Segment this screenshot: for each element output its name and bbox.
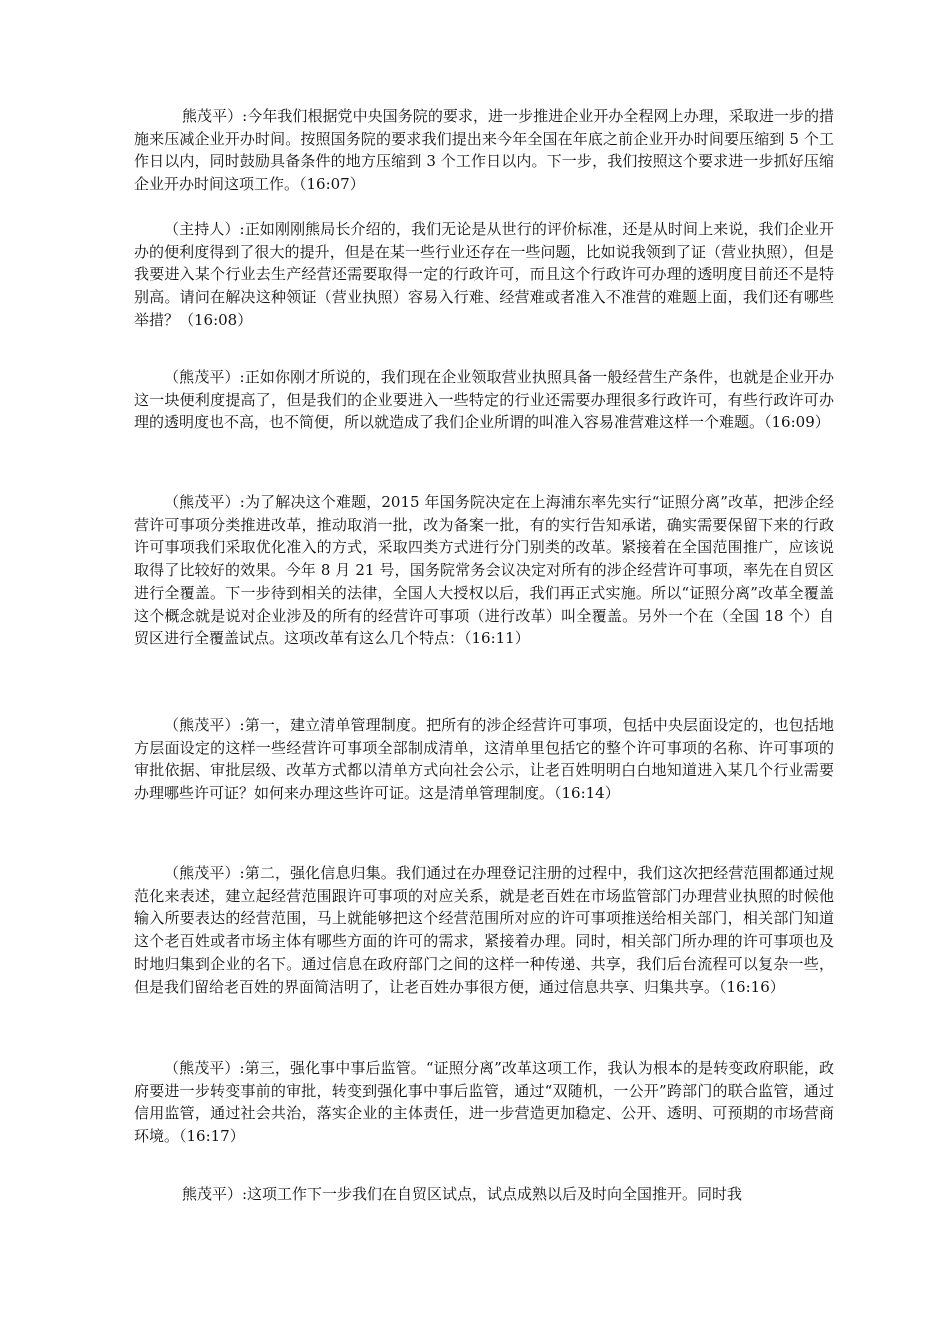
paragraph-3: （熊茂平）:正如你刚才所说的，我们现在企业领取营业执照具备一般经营生产条件，也就是企业开办这一块便利度提高了，但是我们的企业要进入一些特定的行业还需要办理很多行政许可，有些行政许可办理的透明度也不高，也不简便，所以就造成了我们企业所谓的叫准入容易准营难这样一个难题。（16:09） [134,368,834,432]
paragraph-4: （熊茂平）:为了解决这个难题，2015 年国务院决定在上海浦东率先实行“证照分离”改革，把涉企经营许可事项分类推进改革，推动取消一批，改为备案一批，有的实行告知承诺，确实需要保留下来的行政许可事项我们采取优化准入的方式，采取四类方式进行分门别类的改革。紧接着在全国范围推广，应该说取得了比较好的效果。今年 8 月 21 号，国务院常务会议决定对所有的涉企经营许可事项，率先在自贸区进行全覆盖。下一步待到相关的法律，全国人大授权以后，我们再正式实施。所以“证照分离”改革全覆盖这个概念就是说对企业涉及的所有的经营许可事项（进行改革）叫全覆盖。另外一个在（全国 18 个）自贸区进行全覆盖试点。这项改革有这么几个特点：（16:11） [134,493,834,648]
paragraph-8: 熊茂平）:这项工作下一步我们在自贸区试点，试点成熟以后及时向全国推开。同时我 [182,1185,743,1203]
paragraph-5: （熊茂平）:第一，建立清单管理制度。把所有的涉企经营许可事项，包括中央层面设定的，也包括地方层面设定的这样一些经营许可事项全部制成清单，这清单里包括它的整个许可事项的名称、许可事项的审批依据、审批层级、改革方式都以清单方式向社会公示，让老百姓明明白白地知道进入某几个行业需要办理哪些许可证？如何来办理这些许可证。这是清单管理制度。（16:14） [134,716,834,803]
paragraph-1: 熊茂平）:今年我们根据党中央国务院的要求，进一步推进企业开办全程网上办理，采取进一步的措施来压减企业开办时间。按照国务院的要求我们提出来今年全国在年底之前企业开办时间要压缩到 5 个工作日以内，同时鼓励具备条件的地方压缩到 3 个工作日以内。下一步，我们按照这个要求进一步抓好压缩企业开办时间这项工作。（16:07） [134,107,834,194]
paragraph-7: （熊茂平）:第三，强化事中事后监管。“证照分离”改革这项工作，我认为根本的是转变政府职能，政府要进一步转变事前的审批，转变到强化事中事后监管，通过“双随机，一公开”跨部门的联合监管，通过信用监管，通过社会共治，落实企业的主体责任，进一步营造更加稳定、公开、透明、可预期的市场营商环境。（16:17） [134,1059,834,1146]
paragraph-6: （熊茂平）:第二，强化信息归集。我们通过在办理登记注册的过程中，我们这次把经营范围都通过规范化来表述，建立起经营范围跟许可事项的对应关系，就是老百姓在市场监管部门办理营业执照的时候他输入所要表达的经营范围，马上就能够把这个经营范围所对应的许可事项推送给相关部门，相关部门知道这个老百姓或者市场主体有哪些方面的许可的需求，紧接着办理。同时，相关部门所办理的许可事项也及时地归集到企业的名下。通过信息在政府部门之间的这样一种传递、共享，我们后台流程可以复杂一些，但是我们留给老百姓的界面简洁明了，让老百姓办事很方便，通过信息共享、归集共享。（16:16） [134,864,834,996]
paragraph-2: （主持人）:正如刚刚熊局长介绍的，我们无论是从世行的评价标准，还是从时间上来说，我们企业开办的便利度得到了很大的提升，但是在某一些行业还存在一些问题，比如说我领到了证（营业执照），但是我要进入某个行业去生产经营还需要取得一定的行政许可，而且这个行政许可办理的透明度目前还不是特别高。请问在解决这种领证（营业执照）容易入行难、经营难或者准入不准营的难题上面，我们还有哪些举措？（16:08） [134,220,834,329]
